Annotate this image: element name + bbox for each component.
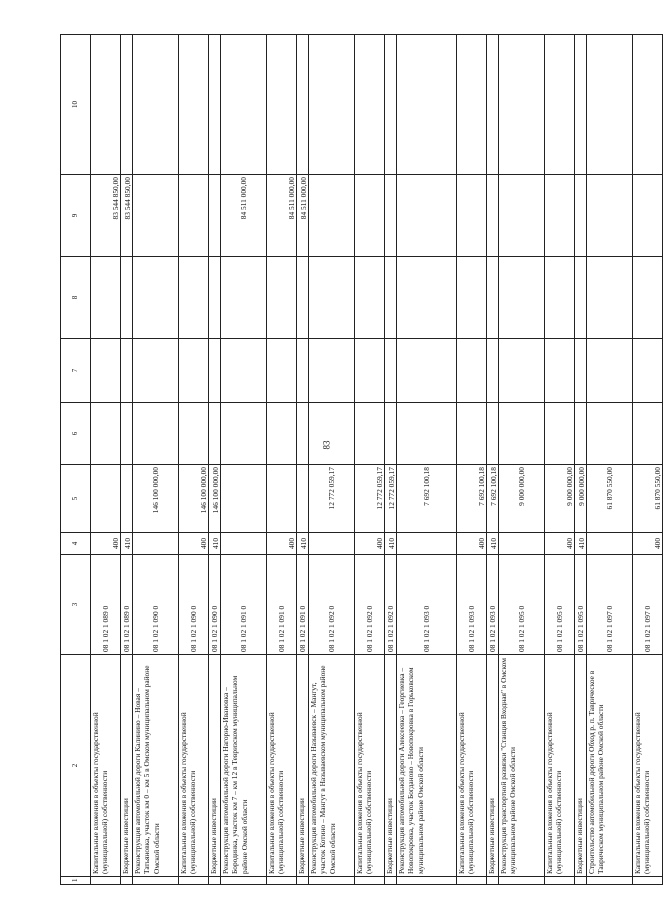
row-col8-cell xyxy=(267,257,297,339)
row-col10-cell xyxy=(545,35,575,175)
row-code-cell: 08 1 02 1 097 0 xyxy=(633,555,663,655)
row-amount-col5-cell: 146 100 000,00 xyxy=(133,465,179,533)
header-cell: 3 xyxy=(61,555,91,655)
row-col10-cell xyxy=(221,35,267,175)
row-col8-cell xyxy=(221,257,267,339)
row-amount-col5-cell xyxy=(91,465,121,533)
row-col8-cell xyxy=(487,257,499,339)
header-cell: 5 xyxy=(61,465,91,533)
row-type-cell xyxy=(309,533,355,555)
row-type-cell: 410 xyxy=(209,533,221,555)
row-col8-cell xyxy=(587,257,633,339)
row-name-cell: Реконструкция автомобильной дороги Называевск – Мангут, участок Котино – Мангут в Называевском муниципальном районе Омской области xyxy=(309,655,355,877)
row-code-cell: 08 1 02 1 089 0 xyxy=(121,555,133,655)
row-amount-col9-cell xyxy=(179,175,209,257)
row-type-cell: 400 xyxy=(267,533,297,555)
row-col8-cell xyxy=(297,257,309,339)
header-cell: 10 xyxy=(61,35,91,175)
row-amount-col5-cell: 12 772 059,17 xyxy=(309,465,355,533)
row-type-cell: 410 xyxy=(297,533,309,555)
row-code-cell: 08 1 02 1 092 0 xyxy=(385,555,397,655)
row-col10-cell xyxy=(309,35,355,175)
table-row xyxy=(355,35,385,885)
row-amount-col9-cell: 83 544 850,00 xyxy=(121,175,133,257)
row-amount-col9-cell xyxy=(457,175,487,257)
row-amount-col5-cell: 9 000 000,00 xyxy=(545,465,575,533)
row-amount-col5-cell xyxy=(121,465,133,533)
row-amount-col9-cell xyxy=(499,175,545,257)
table-row xyxy=(587,35,633,885)
row-col8-cell xyxy=(355,257,385,339)
row-number-cell xyxy=(209,877,221,885)
row-amount-col9-cell xyxy=(587,175,633,257)
row-col6-cell xyxy=(133,403,179,465)
row-number-cell xyxy=(121,877,133,885)
row-amount-col9-cell: 84 511 000,00 xyxy=(297,175,309,257)
row-code-cell: 08 1 02 1 097 0 xyxy=(587,555,633,655)
row-name-cell: Капитальные вложения в объекты государственной (муниципальной) собственности xyxy=(457,655,487,877)
row-name-cell: Капитальные вложения в объекты государственной (муниципальной) собственности xyxy=(633,655,663,877)
row-name-cell: Реконструкция транспортной развязки "Станция Входная" в Омском муниципальном районе Омской области xyxy=(499,655,545,877)
row-col10-cell xyxy=(499,35,545,175)
row-number-cell xyxy=(397,877,457,885)
table-row xyxy=(297,35,309,885)
row-col10-cell xyxy=(385,35,397,175)
row-col8-cell xyxy=(309,257,355,339)
row-name-cell: Капитальные вложения в объекты государственной (муниципальной) собственности xyxy=(267,655,297,877)
row-col10-cell xyxy=(91,35,121,175)
row-col10-cell xyxy=(121,35,133,175)
row-name-cell: Капитальные вложения в объекты государственной (муниципальной) собственности xyxy=(355,655,385,877)
table-row xyxy=(575,35,587,885)
row-col8-cell xyxy=(575,257,587,339)
row-number-cell xyxy=(545,877,575,885)
row-col8-cell xyxy=(545,257,575,339)
row-col7-cell xyxy=(355,339,385,403)
row-name-cell: Капитальные вложения в объекты государственной (муниципальной) собственности xyxy=(545,655,575,877)
row-amount-col5-cell: 12 772 059,17 xyxy=(385,465,397,533)
row-type-cell: 400 xyxy=(91,533,121,555)
row-type-cell: 400 xyxy=(545,533,575,555)
row-col10-cell xyxy=(133,35,179,175)
row-amount-col9-cell xyxy=(575,175,587,257)
row-number-cell xyxy=(385,877,397,885)
row-col10-cell xyxy=(355,35,385,175)
row-col7-cell xyxy=(179,339,209,403)
row-col7-cell xyxy=(209,339,221,403)
row-col6-cell xyxy=(457,403,487,465)
row-number-cell xyxy=(633,877,663,885)
row-col10-cell xyxy=(209,35,221,175)
row-col7-cell xyxy=(457,339,487,403)
row-name-cell: Капитальные вложения в объекты государственной (муниципальной) собственности xyxy=(91,655,121,877)
row-code-cell: 08 1 02 1 095 0 xyxy=(545,555,575,655)
row-code-cell: 08 1 02 1 095 0 xyxy=(499,555,545,655)
row-amount-col9-cell xyxy=(133,175,179,257)
row-amount-col9-cell xyxy=(309,175,355,257)
row-col8-cell xyxy=(133,257,179,339)
row-col6-cell xyxy=(267,403,297,465)
row-amount-col5-cell: 146 100 000,00 xyxy=(209,465,221,533)
table-row xyxy=(545,35,575,885)
row-col10-cell xyxy=(457,35,487,175)
row-name-cell: Бюджетные инвестиции xyxy=(487,655,499,877)
row-name-cell: Бюджетные инвестиции xyxy=(575,655,587,877)
row-code-cell: 08 1 02 1 090 0 xyxy=(133,555,179,655)
row-col7-cell xyxy=(91,339,121,403)
row-col8-cell xyxy=(91,257,121,339)
row-number-cell xyxy=(179,877,209,885)
row-amount-col9-cell: 84 511 000,00 xyxy=(221,175,267,257)
row-code-cell: 08 1 02 1 093 0 xyxy=(397,555,457,655)
row-name-cell: Капитальные вложения в объекты государственной (муниципальной) собственности xyxy=(179,655,209,877)
row-amount-col9-cell xyxy=(633,175,663,257)
row-code-cell: 08 1 02 1 090 0 xyxy=(209,555,221,655)
row-amount-col9-cell xyxy=(545,175,575,257)
table-row xyxy=(209,35,221,885)
row-amount-col5-cell: 61 870 550,00 xyxy=(587,465,633,533)
row-amount-col5-cell xyxy=(267,465,297,533)
header-cell: 2 xyxy=(61,655,91,877)
row-col6-cell xyxy=(309,403,355,465)
table-row xyxy=(179,35,209,885)
row-number-cell xyxy=(309,877,355,885)
row-col6-cell xyxy=(385,403,397,465)
row-amount-col5-cell: 9 000 000,00 xyxy=(499,465,545,533)
row-type-cell: 410 xyxy=(121,533,133,555)
row-col8-cell xyxy=(121,257,133,339)
row-col7-cell xyxy=(587,339,633,403)
row-col6-cell xyxy=(121,403,133,465)
budget-table-rotated xyxy=(60,35,662,885)
row-type-cell: 400 xyxy=(355,533,385,555)
row-type-cell xyxy=(221,533,267,555)
row-amount-col9-cell: 83 544 850,00 xyxy=(91,175,121,257)
row-amount-col5-cell: 61 870 550,00 xyxy=(633,465,663,533)
row-col7-cell xyxy=(121,339,133,403)
row-number-cell xyxy=(457,877,487,885)
row-col6-cell xyxy=(397,403,457,465)
table-row xyxy=(397,35,457,885)
row-col10-cell xyxy=(397,35,457,175)
row-amount-col9-cell: 84 511 000,00 xyxy=(267,175,297,257)
row-amount-col5-cell: 9 000 000,00 xyxy=(575,465,587,533)
row-number-cell xyxy=(91,877,121,885)
row-col6-cell xyxy=(179,403,209,465)
header-cell: 4 xyxy=(61,533,91,555)
row-number-cell xyxy=(297,877,309,885)
table-row xyxy=(267,35,297,885)
row-name-cell: Бюджетные инвестиции xyxy=(209,655,221,877)
row-col7-cell xyxy=(545,339,575,403)
row-col6-cell xyxy=(221,403,267,465)
table-row xyxy=(91,35,121,885)
row-type-cell: 410 xyxy=(487,533,499,555)
header-cell: 8 xyxy=(61,257,91,339)
row-name-cell: Бюджетные инвестиции xyxy=(121,655,133,877)
row-col8-cell xyxy=(457,257,487,339)
header-cell: 9 xyxy=(61,175,91,257)
row-col8-cell xyxy=(179,257,209,339)
row-col6-cell xyxy=(297,403,309,465)
table-row xyxy=(633,35,663,885)
row-col6-cell xyxy=(487,403,499,465)
row-col8-cell xyxy=(397,257,457,339)
row-amount-col9-cell xyxy=(355,175,385,257)
row-col7-cell xyxy=(575,339,587,403)
row-col10-cell xyxy=(267,35,297,175)
row-col8-cell xyxy=(209,257,221,339)
row-type-cell: 400 xyxy=(457,533,487,555)
row-col6-cell xyxy=(545,403,575,465)
row-col8-cell xyxy=(385,257,397,339)
row-col6-cell xyxy=(633,403,663,465)
row-type-cell: 410 xyxy=(385,533,397,555)
row-col8-cell xyxy=(633,257,663,339)
row-col6-cell xyxy=(575,403,587,465)
row-type-cell: 400 xyxy=(179,533,209,555)
row-number-cell xyxy=(221,877,267,885)
row-type-cell: 400 xyxy=(633,533,663,555)
row-name-cell: Бюджетные инвестиции xyxy=(385,655,397,877)
row-col7-cell xyxy=(487,339,499,403)
row-name-cell: Реконструкция автомобильной дороги Нагорно-Ивановка – Бородинка, участок км 7 – км 12 в Тевризском муниципальном районе Омской области xyxy=(221,655,267,877)
row-name-cell: Строительство автомобильной дороги Обход р. п. Таврическое в Таврическом муниципальном районе Омской области xyxy=(587,655,633,877)
row-col7-cell xyxy=(385,339,397,403)
row-amount-col5-cell: 7 692 100,18 xyxy=(397,465,457,533)
row-amount-col5-cell xyxy=(221,465,267,533)
row-col7-cell xyxy=(297,339,309,403)
row-col6-cell xyxy=(499,403,545,465)
table-row xyxy=(487,35,499,885)
row-code-cell: 08 1 02 1 090 0 xyxy=(179,555,209,655)
header-cell: 7 xyxy=(61,339,91,403)
row-col10-cell xyxy=(587,35,633,175)
row-amount-col9-cell xyxy=(385,175,397,257)
row-col8-cell xyxy=(499,257,545,339)
row-col7-cell xyxy=(499,339,545,403)
row-type-cell: 410 xyxy=(575,533,587,555)
row-type-cell xyxy=(499,533,545,555)
row-amount-col5-cell: 146 100 000,00 xyxy=(179,465,209,533)
row-number-cell xyxy=(487,877,499,885)
row-code-cell: 08 1 02 1 091 0 xyxy=(267,555,297,655)
row-col10-cell xyxy=(575,35,587,175)
row-type-cell xyxy=(133,533,179,555)
row-code-cell: 08 1 02 1 093 0 xyxy=(487,555,499,655)
row-amount-col5-cell: 7 692 100,18 xyxy=(457,465,487,533)
row-col6-cell xyxy=(355,403,385,465)
row-number-cell xyxy=(355,877,385,885)
row-col10-cell xyxy=(179,35,209,175)
row-col7-cell xyxy=(221,339,267,403)
row-type-cell xyxy=(587,533,633,555)
row-amount-col5-cell: 7 692 100,18 xyxy=(487,465,499,533)
row-amount-col9-cell xyxy=(487,175,499,257)
row-amount-col5-cell: 12 772 059,17 xyxy=(355,465,385,533)
row-code-cell: 08 1 02 1 092 0 xyxy=(309,555,355,655)
row-number-cell xyxy=(575,877,587,885)
row-code-cell: 08 1 02 1 091 0 xyxy=(221,555,267,655)
header-row xyxy=(61,35,91,885)
row-amount-col9-cell xyxy=(397,175,457,257)
row-col7-cell xyxy=(309,339,355,403)
row-type-cell xyxy=(397,533,457,555)
row-col7-cell xyxy=(633,339,663,403)
row-name-cell: Бюджетные инвестиции xyxy=(297,655,309,877)
row-amount-col9-cell xyxy=(209,175,221,257)
header-cell: 6 xyxy=(61,403,91,465)
row-code-cell: 08 1 02 1 092 0 xyxy=(355,555,385,655)
row-col6-cell xyxy=(91,403,121,465)
page-number: 83 xyxy=(321,440,332,450)
row-code-cell: 08 1 02 1 089 0 xyxy=(91,555,121,655)
row-amount-col5-cell xyxy=(297,465,309,533)
row-code-cell: 08 1 02 1 095 0 xyxy=(575,555,587,655)
row-number-cell xyxy=(267,877,297,885)
row-col7-cell xyxy=(397,339,457,403)
header-cell: 1 xyxy=(61,877,91,885)
table-row xyxy=(221,35,267,885)
table-row xyxy=(133,35,179,885)
row-col7-cell xyxy=(133,339,179,403)
table-row xyxy=(309,35,355,885)
table-row xyxy=(457,35,487,885)
row-col6-cell xyxy=(209,403,221,465)
row-col10-cell xyxy=(633,35,663,175)
row-number-cell xyxy=(133,877,179,885)
row-col10-cell xyxy=(487,35,499,175)
row-col6-cell xyxy=(587,403,633,465)
table-row xyxy=(499,35,545,885)
row-name-cell: Реконструкция автомобильной дороги Калинино – Новая – Татьяновка, участок км 0 – км 5 в Омском муниципальном районе Омской области xyxy=(133,655,179,877)
row-col10-cell xyxy=(297,35,309,175)
budget-table xyxy=(60,34,663,885)
row-code-cell: 08 1 02 1 093 0 xyxy=(457,555,487,655)
row-name-cell: Реконструкция автомобильной дороги Алексеевка – Георгиевка – Новопокровка, участок Богданово – Новопокровка в Горьковском муниципальном районе Омской области xyxy=(397,655,457,877)
row-col7-cell xyxy=(267,339,297,403)
table-row xyxy=(121,35,133,885)
row-code-cell: 08 1 02 1 091 0 xyxy=(297,555,309,655)
table-row xyxy=(385,35,397,885)
row-number-cell xyxy=(499,877,545,885)
row-number-cell xyxy=(587,877,633,885)
